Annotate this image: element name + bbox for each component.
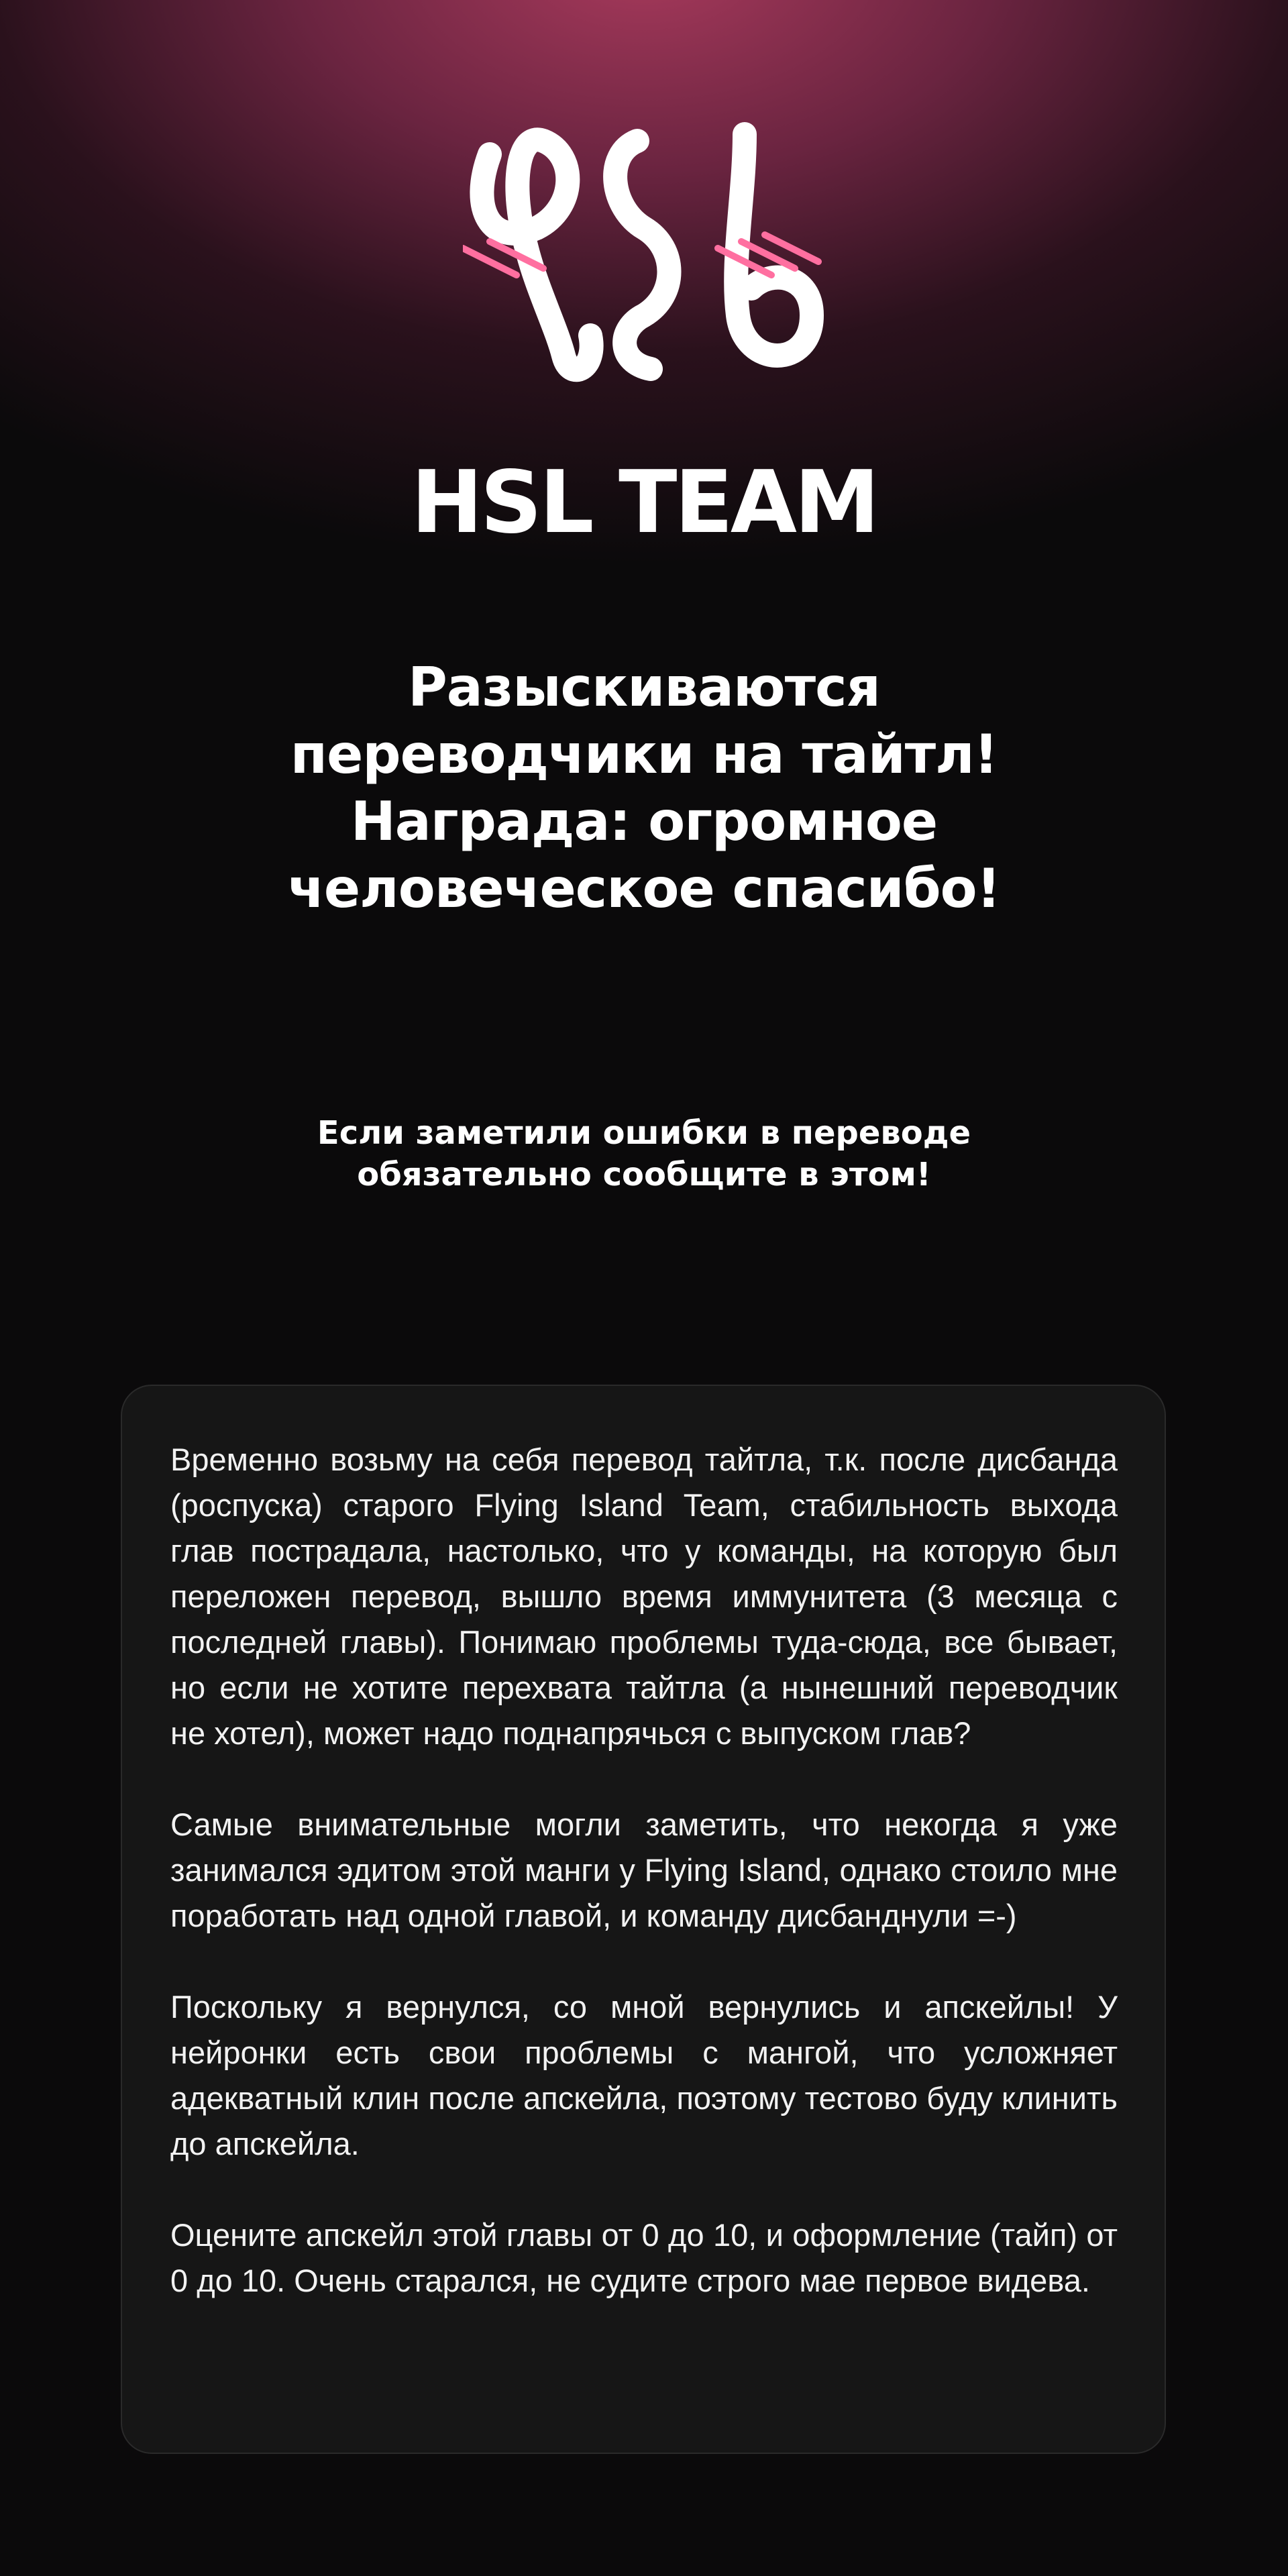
headline-line: Разыскиваются [408, 656, 880, 718]
card-paragraph: Временно возьму на себя перевод тайтла, т.к. после дисбанда (роспуска) старого Flying Island Team, стабильность выхода глав пострадала, настолько, что у команды, на которую был переложен перевод, вышло время иммунитета (3 месяца с последней главы). Понимаю проблемы туда-сюда, все бывает, но если не хотите перехвата тайтла (а нынешний переводчик не хотел), может надо поднапрячься с выпуском глав? [170, 1442, 1118, 1751]
headline-line: человеческое спасибо! [287, 857, 1001, 920]
note-line: Если заметили ошибки в переводе [317, 1114, 971, 1152]
card-paragraph: Поскольку я вернулся, со мной вернулись и апскейлы! У нейронки есть свои проблемы с мангой, что усложняет адекватный клин после апскейла, поэтому тестово буду клинить до апскейла. [170, 1989, 1118, 2161]
card-paragraph: Оцените апскейл этой главы от 0 до 10, и оформление (тайп) от 0 до 10. Очень старался, не судите строго мае первое видева. [170, 2217, 1118, 2298]
card-paragraph: Самые внимательные могли заметить, что некогда я уже занимался эдитом этой манги у Flying Island, однако стоило мне поработать над одной главой, и команду дисбанднули =-) [170, 1807, 1118, 1933]
hsl-logo-icon [463, 114, 839, 396]
message-card [121, 1385, 1166, 2454]
errors-note [174, 1112, 1114, 1195]
note-line: обязательно сообщите в этом! [357, 1156, 931, 1193]
headline-line: переводчики на тайтл! [290, 723, 998, 786]
brand-title: HSL TEAM [411, 453, 877, 553]
headline [174, 654, 1114, 922]
headline-line: Награда: огромное [350, 790, 938, 853]
